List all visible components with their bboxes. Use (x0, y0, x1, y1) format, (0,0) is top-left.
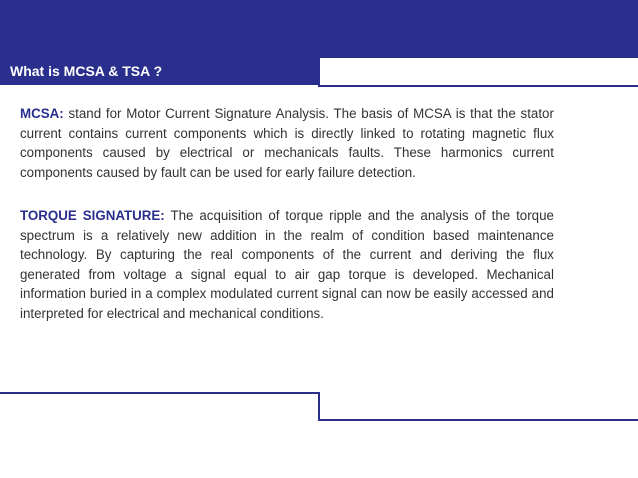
bottom-accent-vertical (318, 392, 320, 421)
header-band (0, 0, 638, 58)
slide-body (20, 105, 554, 324)
bottom-accent-line-right (318, 419, 638, 421)
bottom-accent-line-left (0, 392, 318, 394)
mcsa-text: stand for Motor Current Signature Analysis. The basis of MCSA is that the stator current contains current components which is directly linked to rotating magnetic flux components caused by electrical or mechanicals faults. These harmonics current components caused by fault can be used for early failure detection. (20, 106, 554, 181)
mcsa-paragraph (20, 105, 554, 183)
title-accent-line (318, 85, 638, 87)
mcsa-term: MCSA: (20, 106, 64, 122)
slide-title: What is MCSA & TSA ? (10, 63, 163, 79)
tsa-text: The acquisition of torque ripple and the analysis of the torque spectrum is a relatively new addition in the realm of condition based maintenance technology. By capturing the real components of the current and deriving the flux generated from voltage a signal equal to air gap torque is developed. Mechanical information buried in a complex modulated current signal can now be easily accessed and interpreted for electrical and mechanical conditions. (20, 208, 554, 322)
tsa-term: TORQUE SIGNATURE: (20, 208, 165, 224)
title-accent-vertical (318, 58, 320, 87)
title-bar (0, 58, 318, 85)
tsa-paragraph (20, 207, 554, 324)
